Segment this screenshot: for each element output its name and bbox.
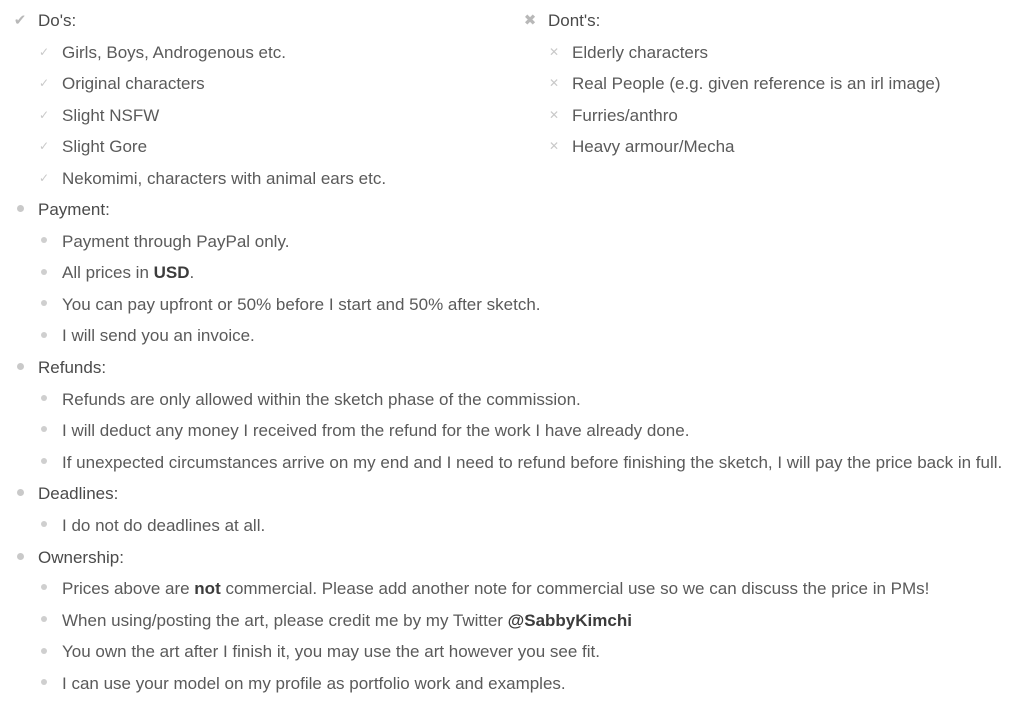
bullet-icon [36, 510, 52, 542]
list-item-text: Original characters [62, 74, 205, 94]
list-item [520, 131, 1010, 163]
list-item-text: Prices above are [62, 579, 195, 599]
payment-heading-row [10, 194, 1010, 226]
list-item [10, 289, 1010, 321]
list-item-text: All prices in [62, 263, 154, 283]
list-item-text: commercial. Please add another note for commercial use so we can discuss the price in PMs! [220, 579, 930, 599]
dos-heading: Do's: [38, 11, 77, 30]
check-icon: ✔ [13, 12, 27, 29]
terms-list [10, 194, 1010, 700]
list-item-text: Real People (e.g. given reference is an irl image) [572, 74, 941, 94]
list-item-text: Girls, Boys, Androgenous etc. [62, 42, 286, 62]
list-item-text: When using/posting the art, please credit me by my Twitter [62, 610, 508, 630]
donts-section [520, 5, 1010, 163]
list-item [10, 668, 1010, 700]
list-item-text: Heavy armour/Mecha [572, 137, 735, 157]
list-item [520, 100, 1010, 132]
list-item [10, 605, 1010, 637]
bullet-icon [36, 384, 52, 416]
bullet-icon [12, 542, 28, 574]
list-item-text: If unexpected circumstances arrive on my end and I need to refund before finishing the sketch, I will pay the price back in full. [62, 452, 1003, 472]
refunds-heading: Refunds: [38, 357, 107, 377]
list-item [10, 447, 1010, 479]
bullet-icon [36, 415, 52, 447]
list-item-text: Furries/anthro [572, 105, 678, 125]
dos-heading-row [10, 5, 510, 37]
list-item [10, 320, 1010, 352]
ownership-heading: Ownership: [38, 547, 124, 567]
list-item [10, 163, 510, 195]
bullet-icon [36, 605, 52, 637]
check-icon: ✓ [38, 44, 50, 59]
deadlines-heading-row [10, 478, 1010, 510]
list-item-text: I can use your model on my profile as portfolio work and examples. [62, 673, 566, 693]
list-item [10, 131, 510, 163]
list-item-text: Refunds are only allowed within the sketch phase of the commission. [62, 389, 581, 409]
bullet-icon [36, 226, 52, 258]
twitter-handle: @SabbyKimchi [507, 610, 632, 630]
list-item-text: I will deduct any money I received from the refund for the work I have already done. [62, 421, 690, 441]
list-item [520, 68, 1010, 100]
bullet-icon [36, 636, 52, 668]
emphasis-text: not [194, 579, 221, 599]
list-item [10, 415, 1010, 447]
list-item-text: You can pay upfront or 50% before I start and 50% after sketch. [62, 294, 541, 314]
cross-icon: ✕ [548, 76, 560, 91]
check-icon: ✓ [38, 139, 50, 154]
list-item-text: Payment through PayPal only. [62, 231, 290, 251]
bullet-icon [12, 352, 28, 384]
ownership-heading-row [10, 542, 1010, 574]
list-item [10, 226, 1010, 258]
list-item [10, 37, 510, 69]
list-item [10, 510, 1010, 542]
list-item-text: You own the art after I finish it, you may use the art however you see fit. [62, 642, 600, 662]
list-item-text: I will send you an invoice. [62, 326, 255, 346]
bullet-icon [36, 289, 52, 321]
deadlines-heading: Deadlines: [38, 484, 119, 504]
list-item [10, 573, 1010, 605]
list-item-text: Nekomimi, characters with animal ears etc. [62, 168, 387, 188]
currency-label: USD [153, 263, 190, 283]
bullet-icon [36, 257, 52, 289]
cross-icon: ✕ [548, 107, 560, 122]
payment-heading: Payment: [38, 200, 110, 219]
donts-heading-row [520, 5, 1010, 37]
list-item [10, 636, 1010, 668]
bullet-icon [36, 447, 52, 479]
list-item [10, 100, 510, 132]
check-icon: ✓ [38, 107, 50, 122]
list-item [10, 68, 510, 100]
list-item [520, 37, 1010, 69]
cross-icon: ✕ [548, 44, 560, 59]
bullet-icon [36, 668, 52, 700]
donts-heading: Dont's: [548, 11, 601, 30]
check-icon: ✓ [38, 170, 50, 185]
bullet-icon [12, 478, 28, 510]
check-icon: ✓ [38, 76, 50, 91]
list-item-text: Slight NSFW [62, 105, 160, 125]
bullet-icon [36, 320, 52, 352]
list-item-text: . [189, 263, 195, 283]
bullet-icon [36, 573, 52, 605]
list-item [10, 257, 1010, 289]
list-item [10, 384, 1010, 416]
list-item-text: Slight Gore [62, 137, 148, 157]
refunds-heading-row [10, 352, 1010, 384]
dos-section [10, 5, 510, 195]
bullet-icon [12, 194, 28, 226]
cross-icon: ✖ [523, 12, 537, 29]
cross-icon: ✕ [548, 139, 560, 154]
list-item-text: I do not do deadlines at all. [62, 515, 266, 535]
list-item-text: Elderly characters [572, 42, 709, 62]
